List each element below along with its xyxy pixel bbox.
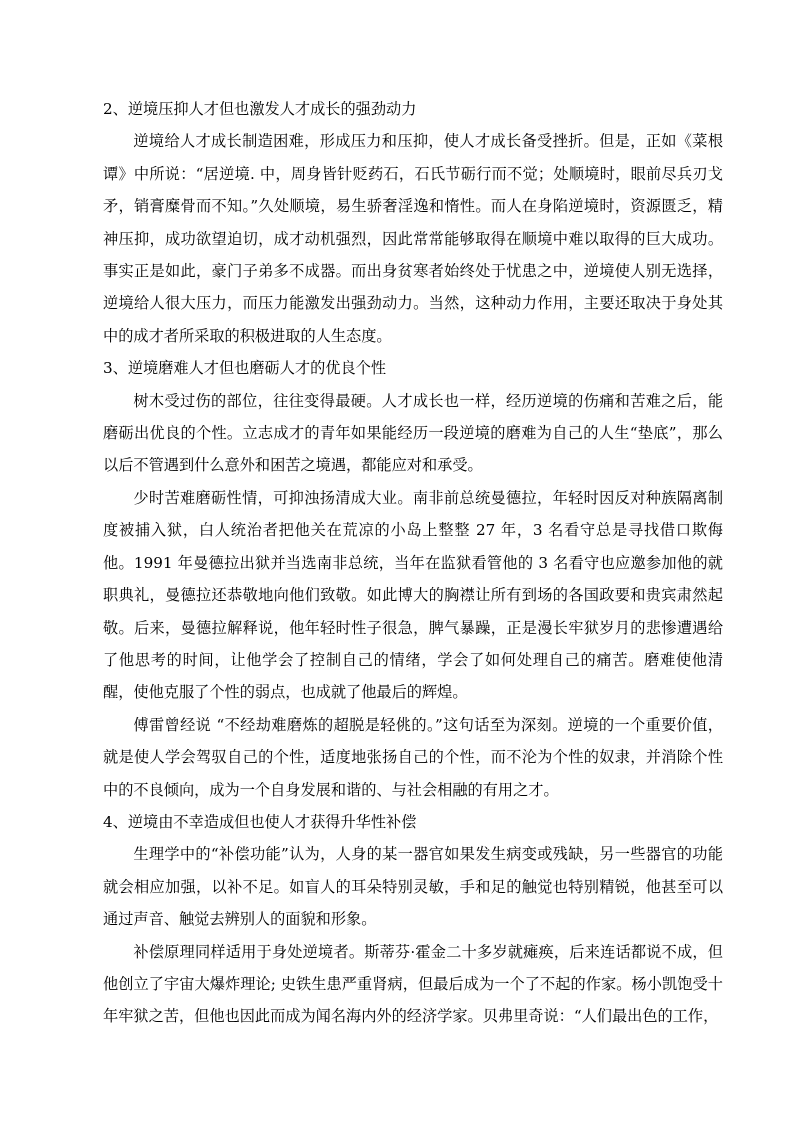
paragraph-fu-lei: 傅雷曾经说 “不经劫难磨炼的超脱是轻佻的。”这句话至为深刻。逆境的一个重要价值，就是使人学会驾驭自己的个性，适度地张扬自己的个性，而不沦为个性的奴隶，并消除个性中的不良倾向，成为一个自身发展和谐的、与社会相融的有用之才。 (103, 715, 723, 799)
paragraph-adversity-pressure: 逆境给人才成长制造困难，形成压力和压抑，使人才成长备受挫折。但是，正如《菜根谭》中所说：“居逆境. 中，周身皆针贬药石，石氏节砺行而不觉；处顺境时，眼前尽兵刃戈矛，销膏糜骨而不知。”久处顺境，易生骄奢淫逸和惰性。而人在身陷逆境时，资源匮乏，精神压抑，成功欲望迫切，成才动机强烈，因此常常能够取得在顺境中难以取得的巨大成功。事实正是如此，豪门子弟多不成器。而出身贫寒者始终处于忧患之中，逆境使人别无选择，逆境给人很大压力，而压力能激发出强劲动力。当然，这种动力作用，主要还取决于身处其中的成才者所采取的积极进取的人生态度。 (103, 132, 723, 345)
paragraph-compensation-examples: 补偿原理同样适用于身处逆境者。斯蒂芬·霍金二十多岁就瘫痪，后来连话都说不成，但他创立了宇宙大爆炸理论; 史铁生患严重肾病，但最后成为一个了不起的作家。杨小凯饱受十年牢狱之苦，但他也因此而成为闻名海内外的经济学家。贝弗里奇说：“人们最出色的工作， (103, 942, 723, 1026)
paragraph-tree-injury: 树木受过伤的部位，往往变得最硬。人才成长也一样，经历逆境的伤痛和苦难之后，能磨砺出优良的个性。立志成才的青年如果能经历一段逆境的磨难为自己的人生“垫底”，那么以后不管遇到什么意外和困苦之境遇，都能应对和承受。 (103, 391, 723, 475)
paragraph-compensation-function: 生理学中的“补偿功能”认为，人身的某一器官如果发生病变或残缺，另一些器官的功能就会相应加强，以补不足。如盲人的耳朵特别灵敏，手和足的触觉也特别精锐，他甚至可以通过声音、触觉去辨别人的面貌和形象。 (103, 845, 723, 929)
paragraph-mandela: 少时苦难磨砺性情，可抑浊扬清成大业。南非前总统曼德拉，年轻时因反对种族隔离制度被捕入狱，白人统治者把他关在荒凉的小岛上整整 27 年，3 名看守总是寻找借口欺侮他。1991 年曼德拉出狱并当选南非总统，当年在监狱看管他的 3 名看守也应邀参加他的就职典礼，曼德拉还恭敬地向他们致敬。如此博大的胸襟让所有到场的各国政要和贵宾肃然起敬。后来，曼德拉解释说，他年轻时性子很急，脾气暴躁，正是漫长牢狱岁月的悲惨遭遇给了他思考的时间，让他学会了控制自己的情绪，学会了如何处理自己的痛苦。磨难使他清醒，使他克服了个性的弱点，也成就了他最后的辉煌。 (103, 488, 723, 702)
section-heading-3: 3、逆境磨难人才但也磨砺人才的优良个性 (103, 359, 387, 378)
section-heading-4: 4、逆境由不幸造成但也使人才获得升华性补偿 (103, 812, 417, 831)
document-body (103, 93, 723, 1033)
section-heading-2: 2、逆境压抑人才但也激发人才成长的强劲动力 (103, 100, 417, 118)
